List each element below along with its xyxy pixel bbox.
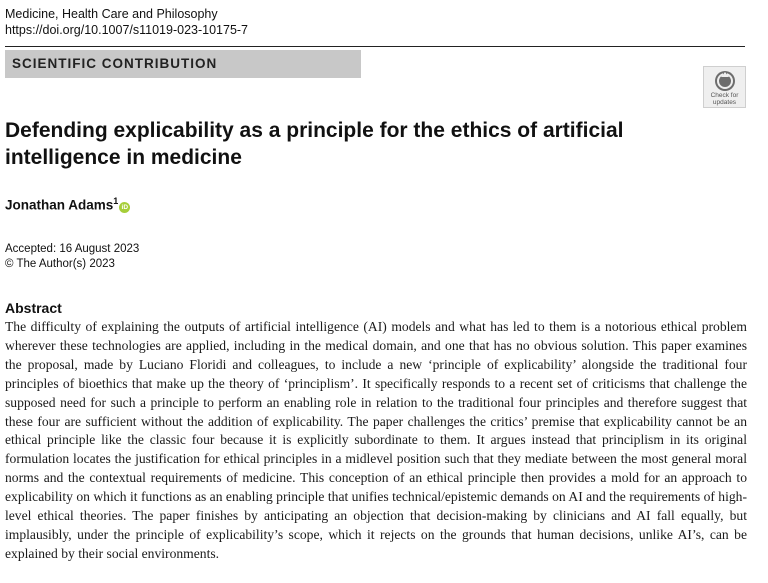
journal-name: Medicine, Health Care and Philosophy — [5, 7, 218, 21]
doi-link[interactable]: https://doi.org/10.1007/s11019-023-10175-7 — [5, 23, 249, 37]
copyright: © The Author(s) 2023 — [5, 258, 115, 270]
header-rule — [5, 46, 745, 47]
check-for-updates-line2: updates — [712, 99, 737, 106]
section-label-band — [5, 50, 361, 78]
accepted-date: Accepted: 16 August 2023 — [5, 243, 140, 255]
article-title: Defending explicability as a principle for the ethics of artificial intelligence in medicine — [5, 119, 624, 169]
check-for-updates-icon — [714, 70, 736, 92]
author-name[interactable]: Jonathan Adams — [5, 197, 114, 213]
author-affiliation: 1 — [113, 196, 119, 206]
abstract-text: The difficulty of explaining the outputs of artificial intelligence (AI) models and what has led to them is a notorious ethical problem wherever these technologies are applied, including in the medical domain, and one that has no obvious solution. This paper examines the proposal, made by Luciano Floridi and colleagues, to include a new ‘principle of explicability’ alongside the traditional four principles of bioethics that make up the theory of ‘principlism’. It specifically responds to a recent set of criticisms that challenge the supposed need for such a principle to perform an enabling role in relation to the traditional four principles and therefore suggest that these four are sufficient without the addition of explicability. The paper challenges the critics’ premise that explicability cannot be an ethical principle like the classic four because it is explicitly subordinate to them. It argues instead that principlism in its original formulation locates the justification for ethical principles in a midlevel position such that they mediate between the most general moral norms and the contextual requirements of medicine. This conception of an ethical principle then provides a mold for an approach to explicability on which it functions as an enabling principle that unifies technical/epistemic demands on AI and the requirements of high-level ethical theories. The paper finishes by anticipating an objection that decision-making by clinicians and AI fall equally, but implausibly, under the principle of explicability’s scope, which it rejects on the grounds that human decisions, unlike AI’s, can be explained by their social environments. — [5, 319, 747, 561]
section-label: SCIENTIFIC CONTRIBUTION — [12, 56, 218, 71]
orcid-icon[interactable]: iD — [119, 202, 130, 213]
abstract-heading: Abstract — [5, 300, 62, 316]
check-for-updates-line1: Check for — [710, 92, 739, 99]
check-for-updates-button[interactable] — [703, 66, 746, 108]
author-line — [5, 196, 130, 213]
